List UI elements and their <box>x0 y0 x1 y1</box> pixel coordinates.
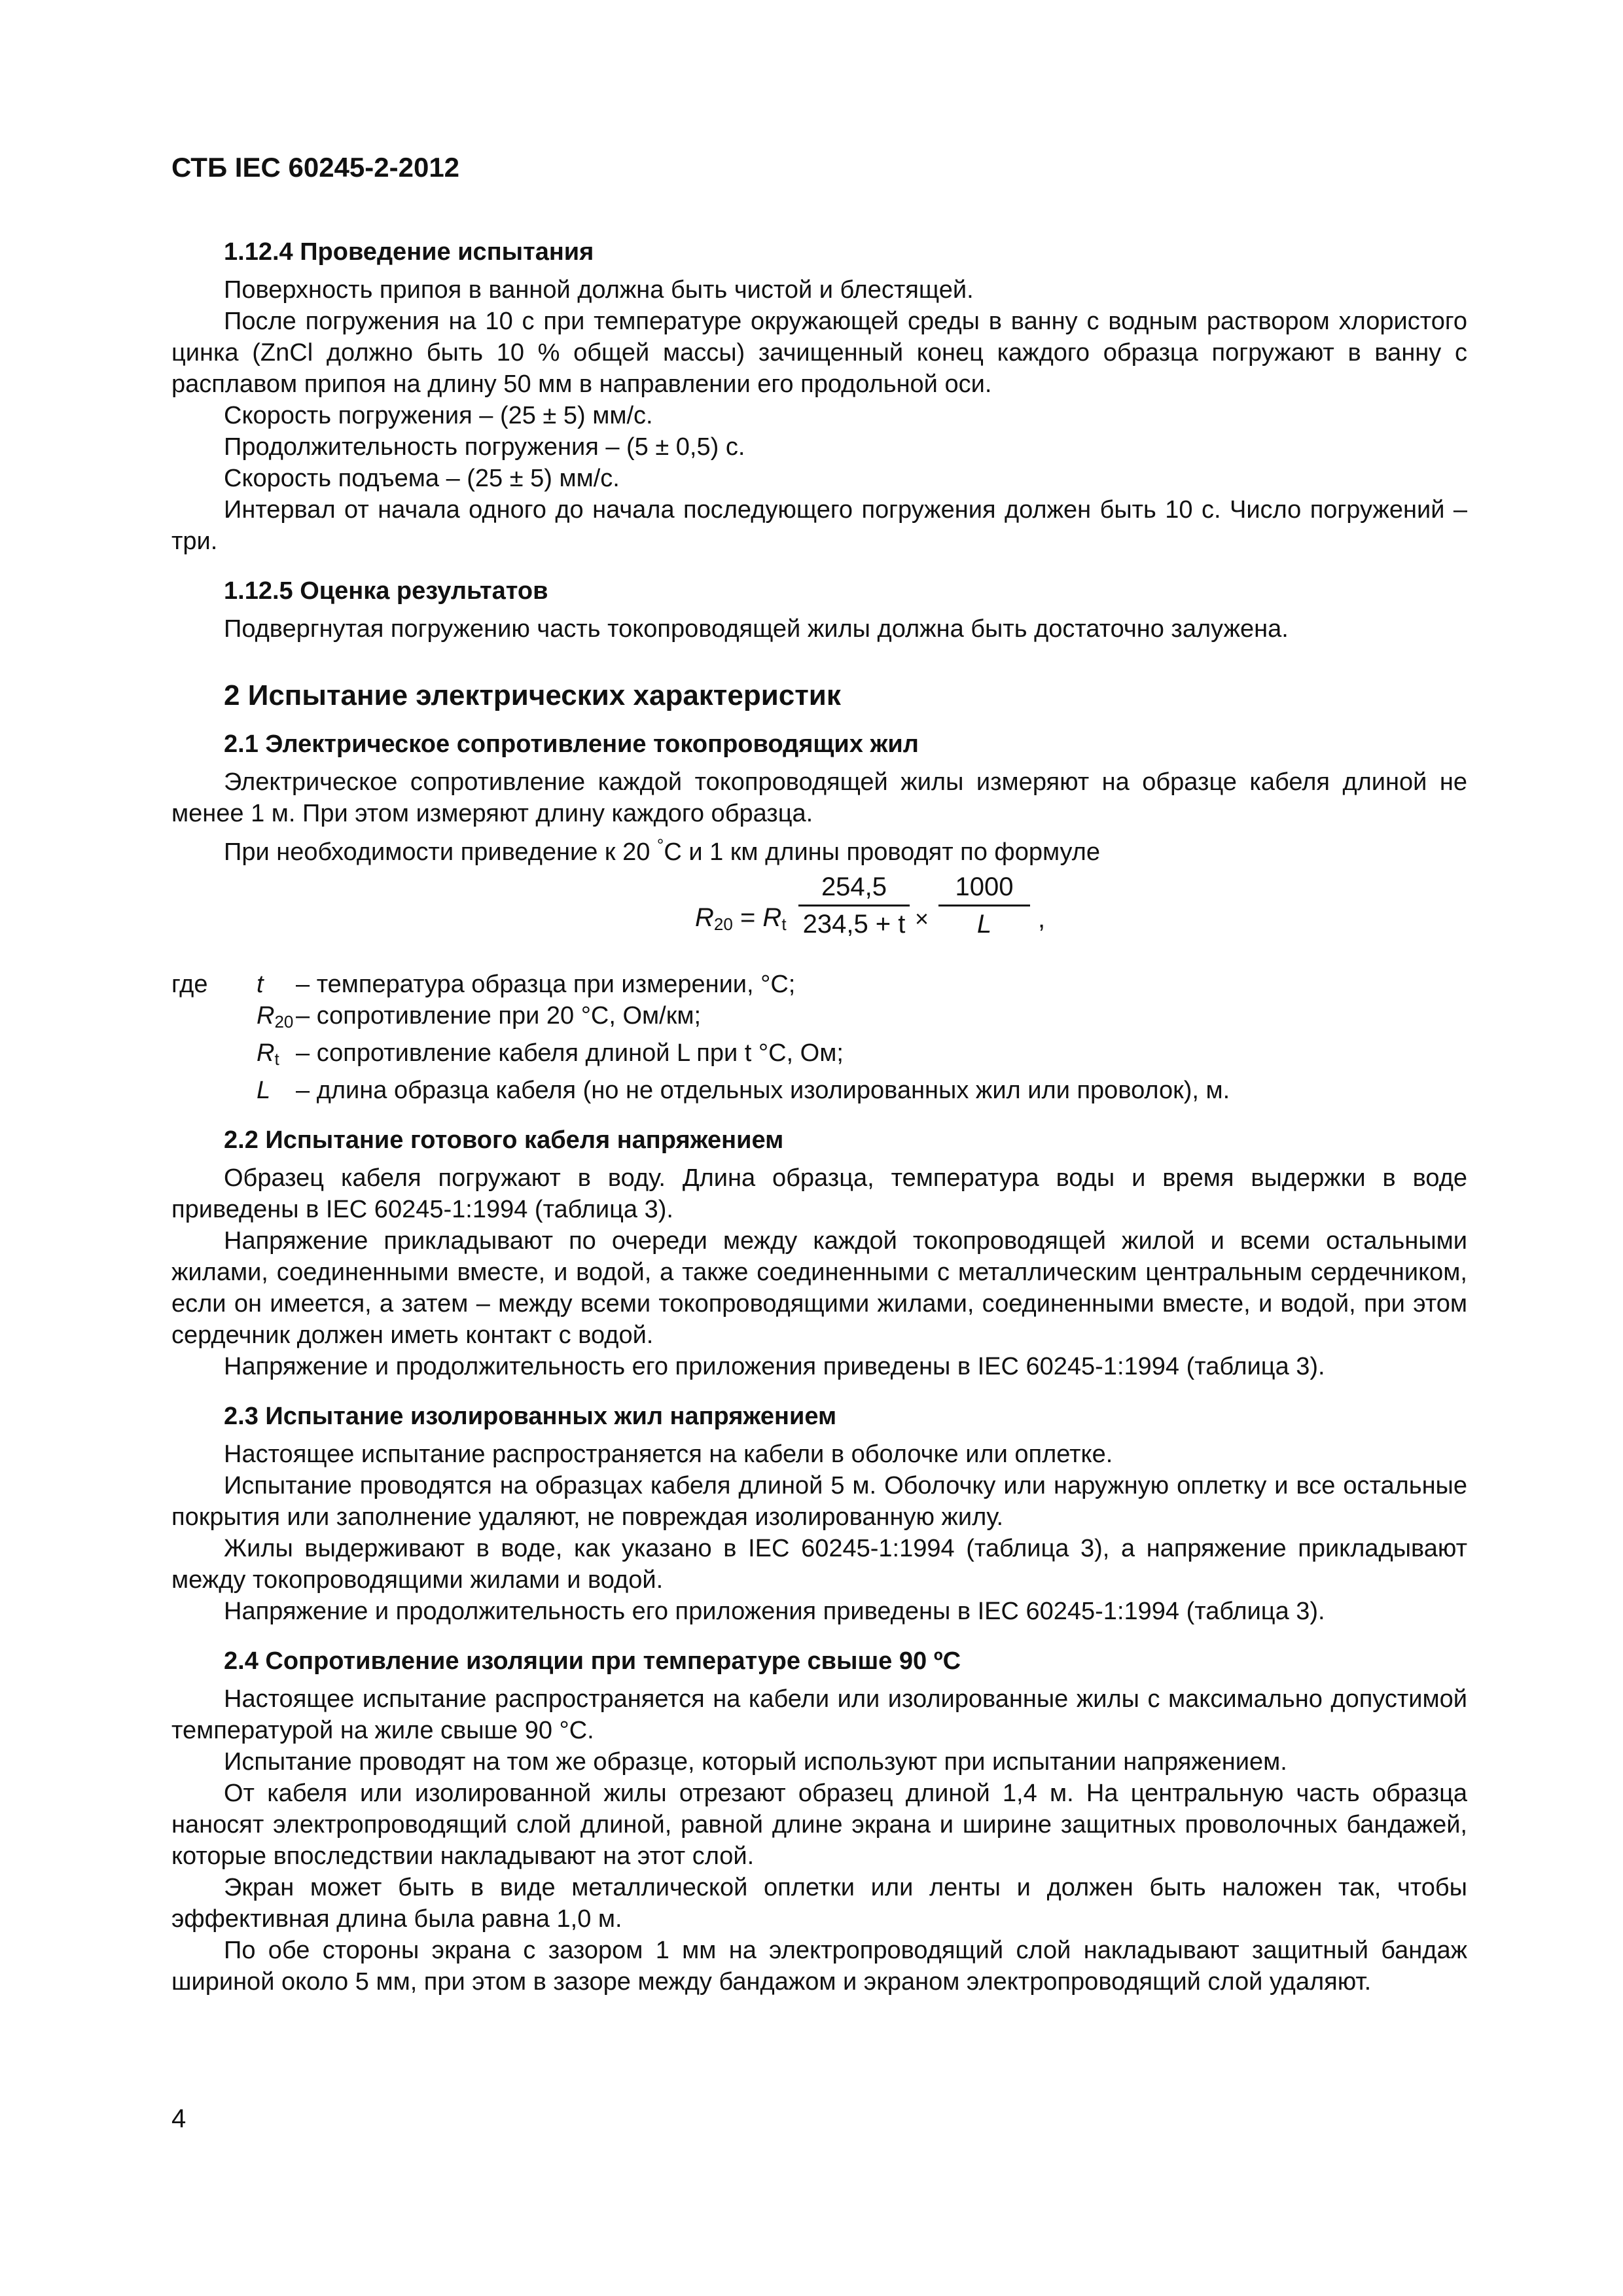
definition-symbol: t <box>257 971 264 998</box>
formula-lhs: $R_{20} = R_t$ <box>695 903 787 934</box>
heading-2-1: 2.1 Электрическое сопротивление токопроводящих жил <box>224 730 919 758</box>
paragraph: Настоящее испытание распространяется на кабели в оболочке или оплетке. <box>224 1441 1113 1468</box>
paragraph: Образец кабеля погружают в воду. Длина образца, температура воды и время выдержки в воде приведены в IEC 60245-1:1994 (таблица 3). <box>171 1164 1467 1223</box>
heading-1-12-5: 1.12.5 Оценка результатов <box>224 577 548 605</box>
page-number: 4 <box>171 2104 187 2133</box>
page-content <box>171 232 1467 1998</box>
definition-text: – длина образца кабеля (но не отдельных изолированных жил или проволок), м. <box>296 1077 1230 1104</box>
heading-2-2: 2.2 Испытание готового кабеля напряжением <box>224 1126 784 1154</box>
definition-row <box>171 969 1467 1000</box>
fraction-temperature: 254,5 234,5 + t <box>798 870 910 941</box>
paragraph: Испытание проводят на том же образце, который используют при испытании напряжением. <box>224 1748 1287 1776</box>
paragraph: Интервал от начала одного до начала последующего погружения должен быть 10 с. Число погружений – три. <box>171 496 1467 555</box>
formula-block <box>171 870 1467 962</box>
definition-text: – сопротивление кабеля длиной L при t °С, Ом; <box>296 1039 844 1067</box>
definition-text: – температура образца при измерении, °С; <box>296 971 796 998</box>
paragraph: Жилы выдерживают в воде, как указано в IEC 60245-1:1994 (таблица 3), а напряжение прикладывают между токопроводящими жилами и водой. <box>171 1535 1467 1594</box>
definition-text: – сопротивление при 20 °С, Ом/км; <box>296 1002 702 1030</box>
definition-symbol: $R_t$ <box>257 1039 279 1069</box>
definition-row <box>171 1037 1467 1075</box>
formula-times: × <box>915 905 929 932</box>
paragraph: После погружения на 10 с при температуре окружающей среды в ванну с водным раствором хлористого цинка (ZnCl должно быть 10 % общей массы) зачищенный конец каждого образца погружают в ванну с расплавом припоя на длину 50 мм в направлении его продольной оси. <box>171 308 1467 398</box>
paragraph-formula-intro: При необходимости приведение к 20 °С и 1 км длины проводят по формуле <box>224 835 1100 866</box>
paragraph: Продолжительность погружения – (5 ± 0,5) с. <box>224 433 745 461</box>
paragraph: Скорость подъема – (25 ± 5) мм/с. <box>224 465 620 492</box>
fraction-length: 1000 L <box>938 870 1030 941</box>
paragraph: Электрическое сопротивление каждой токопроводящей жилы измеряют на образце кабеля длиной не менее 1 м. При этом измеряют длину каждого образца. <box>171 768 1467 827</box>
paragraph: От кабеля или изолированной жилы отрезают образец длиной 1,4 м. На центральную часть образца наносят электропроводящий слой длиной, равной длине экрана и ширине защитных проволочных бандажей, которые впоследствии накладывают на этот слой. <box>171 1780 1467 1870</box>
formula-comma: , <box>1038 905 1046 933</box>
definition-symbol: $R_{20}$ <box>257 1002 294 1031</box>
paragraph: Скорость погружения – (25 ± 5) мм/с. <box>224 402 653 429</box>
paragraph: Напряжение и продолжительность его приложения приведены в IEC 60245-1:1994 (таблица 3). <box>224 1598 1325 1625</box>
heading-2-3: 2.3 Испытание изолированных жил напряжением <box>224 1403 837 1430</box>
paragraph: Настоящее испытание распространяется на кабели или изолированные жилы с максимально допустимой температурой на жиле свыше 90 °С. <box>171 1685 1467 1744</box>
definition-row <box>171 1075 1467 1106</box>
heading-section-2: 2 Испытание электрических характеристик <box>224 679 841 711</box>
paragraph: Поверхность припоя в ванной должна быть чистой и блестящей. <box>224 276 974 304</box>
heading-1-12-4: 1.12.4 Проведение испытания <box>224 238 594 266</box>
definition-symbol: L <box>257 1077 271 1104</box>
heading-2-4: 2.4 Сопротивление изоляции при температуре свыше 90 ºС <box>224 1647 961 1675</box>
paragraph: Напряжение и продолжительность его приложения приведены в IEC 60245-1:1994 (таблица 3). <box>224 1353 1325 1380</box>
where-label: где <box>171 971 208 998</box>
paragraph: Экран может быть в виде металлической оплетки или ленты и должен быть наложен так, чтобы эффективная длина была равна 1,0 м. <box>171 1874 1467 1933</box>
definition-row <box>171 1000 1467 1037</box>
paragraph: Испытание проводятся на образцах кабеля длиной 5 м. Оболочку или наружную оплетку и все остальные покрытия или заполнение удаляют, не повреждая изолированную жилу. <box>171 1472 1467 1531</box>
paragraph: Напряжение прикладывают по очереди между каждой токопроводящей жилой и всеми остальными жилами, соединенными вместе, и водой, а также соединенными с металлическим центральным сердечником, если он имеется, а затем – между всеми токопроводящими жилами, соединенными вместе, и водой, при этом сердечник должен иметь контакт с водой. <box>171 1227 1467 1349</box>
paragraph: Подвергнутая погружению часть токопроводящей жилы должна быть достаточно залужена. <box>224 615 1289 643</box>
resistance-formula <box>695 870 1048 962</box>
paragraph: По обе стороны экрана с зазором 1 мм на электропроводящий слой накладывают защитный бандаж шириной около 5 мм, при этом в зазоре между бандажом и экраном электропроводящий слой удаляют. <box>171 1937 1467 1996</box>
document-id: СТБ IEC 60245-2-2012 <box>171 152 460 183</box>
